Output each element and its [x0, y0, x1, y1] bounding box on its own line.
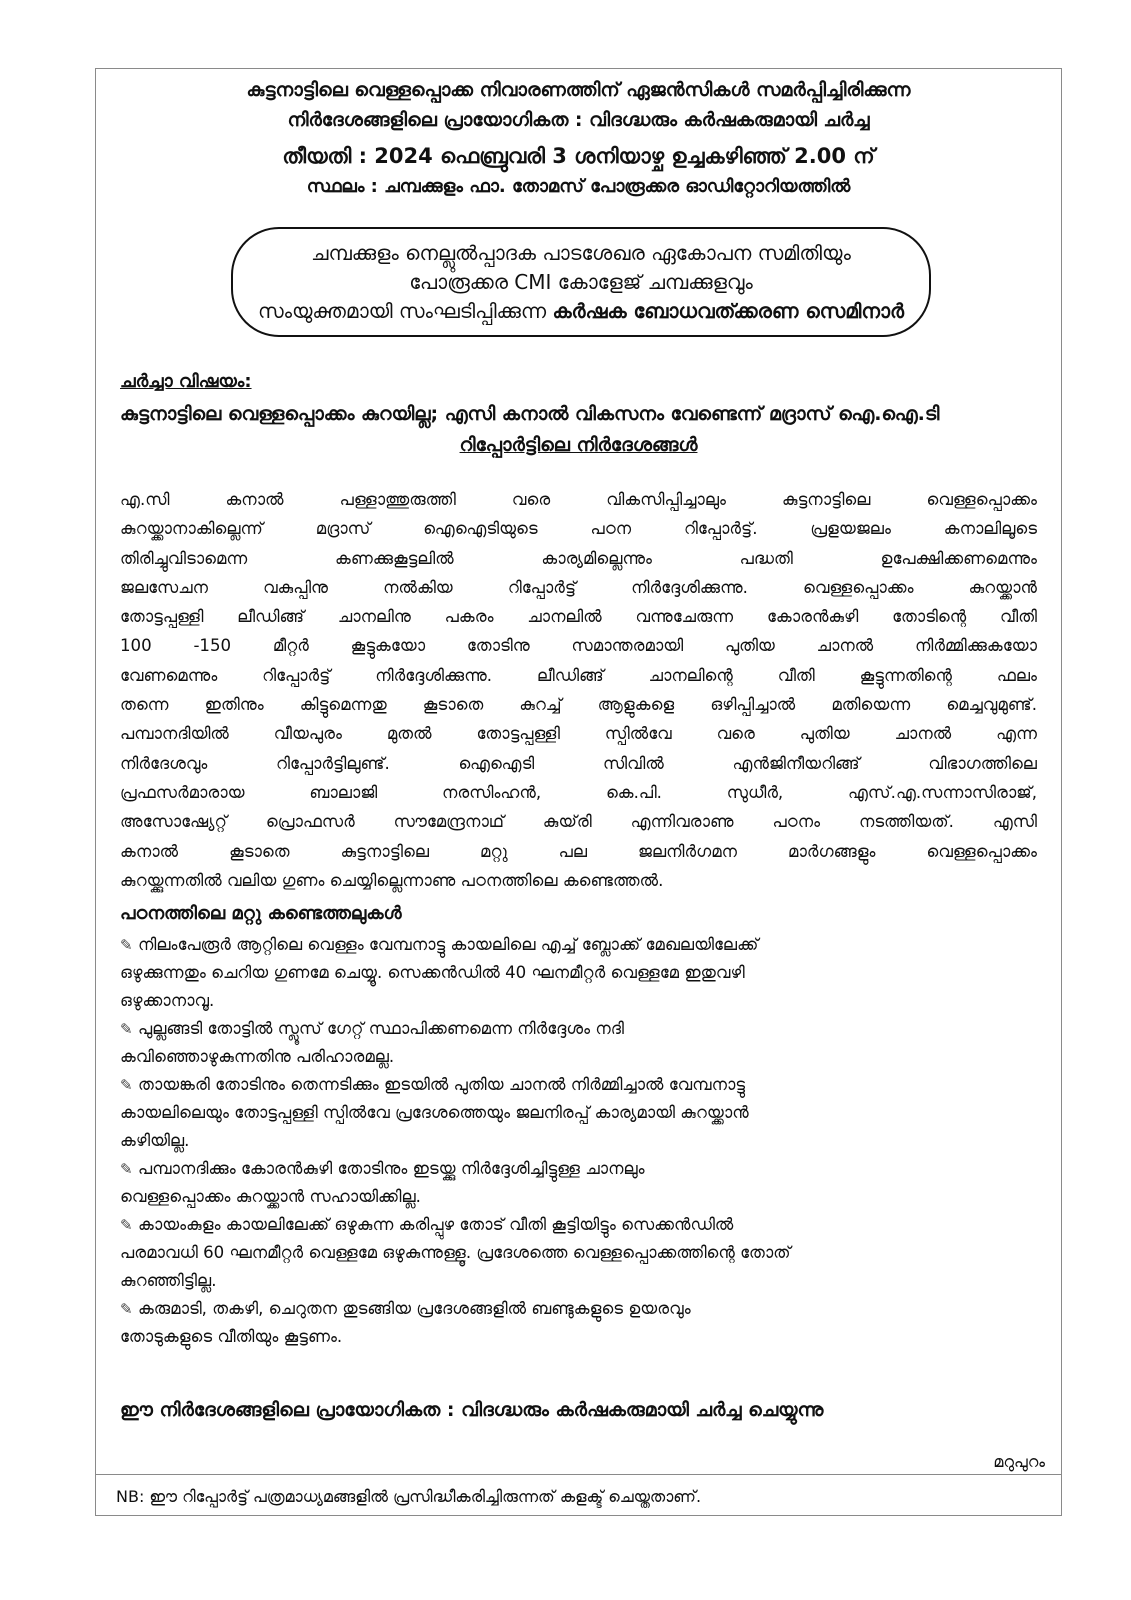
seminar-name: കർഷക ബോധവത്ക്കരണ സെമിനാർ — [552, 299, 905, 323]
topic-title — [120, 399, 1037, 461]
organizer-line1: ചമ്പക്കുളം നെല്ലുൽപ്പാദക പാടശേഖര ഏകോപന സമിതിയും — [311, 241, 851, 265]
finding-text: കായലിലെയും തോട്ടപ്പള്ളി സ്പിൽവേ പ്രദേശത്തെയും ജലനിരപ്പ് കാര്യമായി കുറയ്ക്കാൻ — [120, 1103, 749, 1122]
topic-title-line1: കുട്ടനാട്ടിലെ വെള്ളപ്പൊക്കം കുറയില്ല; എസി കനാൽ വികസനം വേണ്ടെന്ന് മദ്രാസ് ഐ.ഐ.ടി — [120, 403, 940, 425]
para-line: പമ്പാനദിയിൽ വീയപുരം മുതൽ തോട്ടപ്പള്ളി സ്പിൽവേ വരെ പുതിയ ചാനൽ എന്ന — [120, 724, 1037, 744]
organizer-line3 — [233, 297, 929, 326]
finding-text: കരുമാടി, തകഴി, ചെറുതന തുടങ്ങിയ പ്രദേശങ്ങളിൽ ബണ്ടുകളുടെ ഉയരവും — [138, 1299, 691, 1318]
finding-item — [120, 1211, 1037, 1295]
finding-text: തോടുകളുടെ വീതിയും കൂട്ടണം. — [120, 1327, 343, 1346]
para-line: എ.സി കനാൽ പള്ളാത്തുരുത്തി വരെ വികസിപ്പിച്ചാലും കുട്ടനാട്ടിലെ വെള്ളപ്പൊക്കം — [120, 490, 1037, 509]
pencil-icon: ✎ — [120, 1216, 133, 1234]
finding-text: തായങ്കരി തോടിനും തെന്നടിക്കും ഇടയിൽ പുതിയ ചാനൽ നിർമ്മിച്ചാൽ വേമ്പനാട്ടു — [138, 1075, 746, 1094]
body-paragraph-1 — [120, 485, 1037, 895]
finding-item — [120, 1155, 1037, 1211]
para-line: തോട്ടപ്പള്ളി ലീഡിങ്ങ് ചാനലിനു പകരം ചാനലിൽ വന്നുചേരുന്ന കോരൻകുഴി തോടിന്റെ വീതി — [120, 607, 1037, 627]
para-line: നിർദേശവും റിപ്പോർട്ടിലുണ്ട്. ഐഐടി സിവിൽ എൻജിനീയറിങ്ങ് വിഭാഗത്തിലെ — [120, 753, 1037, 773]
topic-label: ചർച്ചാ വിഷയം: — [120, 371, 252, 392]
para-line: കുറയ്ക്കുന്നതിൽ വലിയ ഗുണം ചെയ്യില്ലെന്നാണു പഠനത്തിലെ കണ്ടെത്തൽ. — [120, 870, 664, 890]
findings-heading: പഠനത്തിലെ മറ്റു കണ്ടെത്തലുകൾ — [120, 903, 402, 924]
finding-item — [120, 931, 1037, 1015]
pencil-icon: ✎ — [120, 936, 133, 954]
para-line: അസോഷ്യേറ്റ് പ്രൊഫസർ സൗമേന്ദ്രനാഥ് കുയ്‌രി എന്നിവരാണു പഠനം നടത്തിയത്. എസി — [120, 812, 1037, 832]
finding-text: ഒഴുക്കുന്നതും ചെറിയ ഗുണമേ ചെയ്യൂ. സെക്കൻഡിൽ 40 ഘനമീറ്റർ വെള്ളമേ ഇതുവഴി — [120, 963, 745, 982]
para-line: തന്നെ ഇതിനും കിട്ടുമെന്നതു കൂടാതെ കുറച്ച് ആളുകളെ ഒഴിപ്പിച്ചാൽ മതിയെന്ന മെച്ചവുമുണ്ട്. — [120, 695, 1037, 715]
para-line: 100 -150 മീറ്റർ കൂട്ടുകയോ തോടിനു സമാന്തരമായി പുതിയ ചാനൽ നിർമ്മിക്കുകയോ — [120, 636, 1037, 656]
finding-text: കഴിയില്ല. — [120, 1131, 190, 1150]
event-venue: സ്ഥലം : ചമ്പക്കുളം ഫാ. തോമസ് പോരൂക്കര ഓഡിറ്റോറിയത്തിൽ — [306, 176, 851, 197]
document-frame — [95, 68, 1062, 1516]
pencil-icon: ✎ — [120, 1160, 133, 1178]
organizers-box — [231, 227, 931, 337]
header-title-line1: കുട്ടനാട്ടിലെ വെള്ളപ്പൊക്ക നിവാരണത്തിന് ഏജൻസികൾ സമർപ്പിച്ചിരിക്കുന്ന — [246, 79, 911, 101]
closing-statement: ഈ നിർദേശങ്ങളിലെ പ്രായോഗികത : വിദഗ്ദ്ധരും കർഷകരുമായി ചർച്ച ചെയ്യുന്നു — [120, 1399, 824, 1421]
footnote: NB: ഈ റിപ്പോർട്ട് പത്രമാധ്യമങ്ങളിൽ പ്രസിദ്ധീകരിച്ചിരുന്നത് കളക്ട് ചെയ്തതാണ്. — [116, 1487, 702, 1506]
pencil-icon: ✎ — [120, 1300, 133, 1318]
finding-text: കവിഞ്ഞൊഴുകുന്നതിനു പരിഹാരമല്ല. — [120, 1047, 395, 1066]
finding-item — [120, 1295, 1037, 1351]
finding-text: പരമാവധി 60 ഘനമീറ്റർ വെള്ളമേ ഒഴുകുന്നുള്ളൂ. പ്രദേശത്തെ വെള്ളപ്പൊക്കത്തിന്റെ തോത് — [120, 1243, 791, 1262]
para-line: കുറയ്ക്കാനാകില്ലെന്ന് മദ്രാസ് ഐഐടിയുടെ പഠന റിപ്പോർട്ട്. പ്രളയജലം കനാലിലൂടെ — [120, 519, 1037, 539]
event-date: തീയതി : 2024 ഫെബ്രുവരി 3 ശനിയാഴ്ച ഉച്ചകഴിഞ്ഞ് 2.00 ന് — [282, 144, 875, 168]
para-line: തിരിച്ചുവിടാമെന്ന കണക്കുകൂട്ടലിൽ കാര്യമില്ലെന്നും പദ്ധതി ഉപേക്ഷിക്കണമെന്നും — [120, 548, 1037, 568]
finding-text: പമ്പാനദിക്കും കോരൻകുഴി തോടിനും ഇടയ്ക്കു നിർദ്ദേശിച്ചിട്ടുള്ള ചാനലും — [138, 1159, 645, 1178]
pencil-icon: ✎ — [120, 1020, 133, 1038]
overleaf-note: മറുപുറം — [993, 1452, 1045, 1471]
finding-text: കുറഞ്ഞിട്ടില്ല. — [120, 1271, 217, 1290]
organizer-line2: പോരൂക്കര CMI കോളേജ് ചമ്പക്കുളവും — [409, 270, 753, 294]
footer-divider — [96, 1474, 1061, 1475]
pencil-icon: ✎ — [120, 1076, 133, 1094]
header-title-line2: നിർദേശങ്ങളിലെ പ്രായോഗികത : വിദഗ്ദ്ധരും കർഷകരുമായി ചർച്ച — [287, 109, 870, 131]
para-line: കനാൽ കൂടാതെ കുട്ടനാട്ടിലെ മറ്റു പല ജലനിർഗമന മാർഗങ്ങളും വെള്ളപ്പൊക്കം — [120, 841, 1037, 861]
organizer-line3-prefix: സംയുക്തമായി സംഘടിപ്പിക്കുന്ന — [257, 299, 553, 323]
finding-text: പുല്ലങ്ങടി തോട്ടിൽ സ്ലൂസ് ഗേറ്റ് സ്ഥാപിക്കണമെന്ന നിർദ്ദേശം നദി — [138, 1019, 624, 1038]
para-line: പ്രഫസർമാരായ ബാലാജി നരസിംഹൻ, കെ.പി. സുധീർ, എസ്.എ.സന്നാസിരാജ്, — [120, 782, 1037, 802]
topic-title-line2: റിപ്പോർട്ടിലെ നിർദേശങ്ങൾ — [459, 434, 698, 456]
finding-text: നിലംപേരൂർ ആറ്റിലെ വെള്ളം വേമ്പനാട്ടു കായലിലെ എച്ച് ബ്ലോക്ക് മേഖലയിലേക്ക് — [138, 935, 759, 954]
finding-item — [120, 1015, 1037, 1071]
para-line: ജലസേചന വകുപ്പിനു നൽകിയ റിപ്പോർട്ട് നിർദ്ദേശിക്കുന്നു. വെള്ളപ്പൊക്കം കുറയ്ക്കാൻ — [120, 577, 1037, 597]
para-line: വേണമെന്നും റിപ്പോർട്ട് നിർദ്ദേശിക്കുന്നു. ലീഡിങ്ങ് ചാനലിന്റെ വീതി കൂട്ടുന്നതിന്റെ ഫലം — [120, 665, 1037, 685]
finding-text: കായംകുളം കായലിലേക്ക് ഒഴുകുന്ന കരിപ്പുഴ തോട് വീതി കൂട്ടിയിട്ടും സെക്കൻഡിൽ — [138, 1215, 734, 1234]
finding-text: ഒഴുക്കാനാവൂ. — [120, 991, 215, 1010]
finding-item — [120, 1071, 1037, 1155]
finding-text: വെള്ളപ്പൊക്കം കുറയ്ക്കാൻ സഹായിക്കില്ല. — [120, 1187, 421, 1206]
